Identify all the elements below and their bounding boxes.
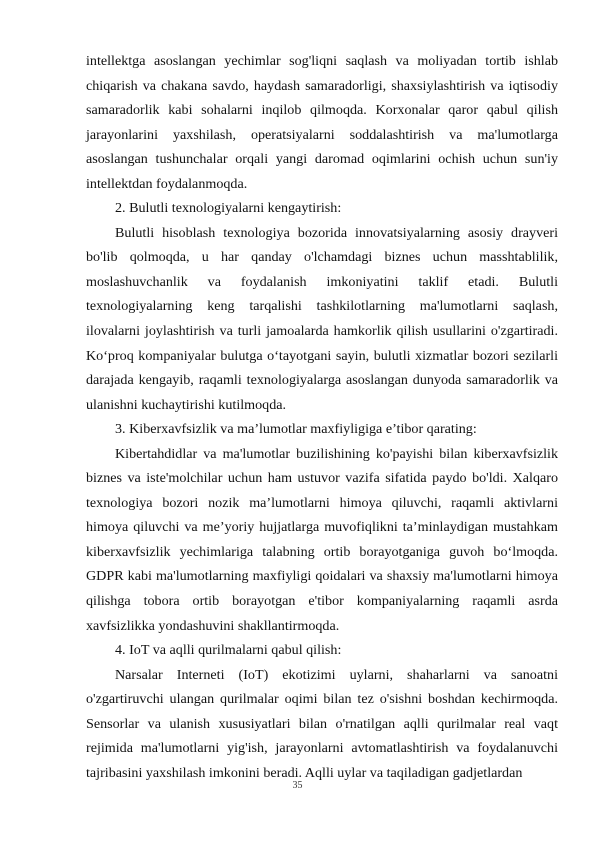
paragraph-cybersecurity: Kibertahdidlar va ma'lumotlar buzilishining ko'payishi bilan kiberxavfsizlik biznes va iste'molchilar uchun ham ustuvor vazifa sifatida paydo bo'ldi. Xalqaro texnologiya bozori nozik ma’lumotlarni himoya qiluvchi, raqamli aktivlarni himoya qiluvchi va me’yoriy hujjatlarga muvofiqlikni ta’minlaydigan mustahkam kiberxavfsizlik yechimlariga talabning ortib borayotganiga guvoh bo‘lmoqda. GDPR kabi ma'lumotlarning maxfiyligi qoidalari va shaxsiy ma'lumotlarni himoya qilishga tobora ortib borayotgan e'tibor kompaniyalarning raqamli asrda xavfsizlikka yondashuvini shakllantirmoqda. (86, 445, 558, 634)
paragraph-iot: Narsalar Interneti (IoT) ekotizimi uylarni, shaharlarni va sanoatni o'zgartiruvchi ulangan qurilmalar oqimi bilan tez o'sishni boshdan kechirmoqda. Sensorlar va ulanish xususiyatlari bilan o'rnatilgan aqlli qurilmalar real vaqt rejimida ma'lumotlarni yig'ish, jarayonlarni avtomatlashtirish va foydalanuvchi tajribasini yaxshilash imkonini beradi. Aqlli uylar va taqiladigan gadjetlardan (86, 666, 558, 781)
section-heading-cloud: 2. Bulutli texnologiyalarni kengaytirish: (115, 200, 342, 217)
section-heading-cybersecurity: 3. Kiberxavfsizlik va ma’lumotlar maxfiyligiga e’tibor qarating: (115, 421, 477, 438)
paragraph-cloud: Bulutli hisoblash texnologiya bozorida innovatsiyalarning asosiy drayveri bo'lib qolmoqda, u har qanday o'lchamdagi biznes uchun masshtablilik, moslashuvchanlik va foydalanish imkoniyatini taklif etadi. Bulutli texnologiyalarning keng tarqalishi tashkilotlarning ma'lumotlarni saqlash, ilovalarni joylashtirish va turli jamoalarda hamkorlik qilish usullarini o'zgartiradi. Ko‘proq kompaniyalar bulutga o‘tayotgani sayin, bulutli xizmatlar bozori sezilarli darajada kengayib, raqamli texnologiyalarga asoslangan dunyoda samaradorlik va ulanishni kuchaytirishi kutilmoqda. (86, 224, 558, 413)
page-number: 35 (292, 780, 303, 791)
section-heading-iot: 4. IoT va aqlli qurilmalarni qabul qilish: (115, 642, 342, 659)
page-body (86, 49, 558, 785)
paragraph-ai-continued: intellektga asoslangan yechimlar sog'liqni saqlash va moliyadan tortib ishlab chiqarish va chakana savdo, haydash samaradorligi, shaxsiylashtirish va iqtisodiy samaradorlik kabi sohalarni inqilob qilmoqda. Korxonalar qaror qabul qilish jarayonlarini yaxshilash, operatsiyalarni soddalashtirish va ma'lumotlarga asoslangan tushunchalar orqali yangi daromad oqimlarini ochish uchun sun'iy intellektdan foydalanmoqda. (86, 53, 558, 192)
